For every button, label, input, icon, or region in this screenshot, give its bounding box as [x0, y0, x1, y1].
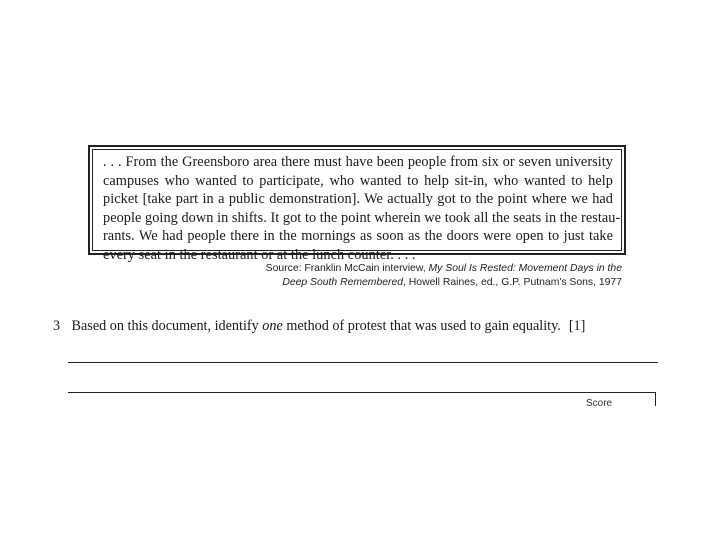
quote-line-6: every seat in the restaurant or at the lunch counter. . . . [103, 246, 416, 263]
question-emphasis: one [262, 318, 283, 334]
question-3 [53, 318, 585, 335]
source-title-part1: My Soul Is Rested: Movement Days in the [428, 263, 622, 274]
question-marks: [1] [568, 318, 586, 334]
document-quote-box [88, 145, 626, 263]
quote-line-4: people going down in shifts. It got to the point wherein we took all the seats in the restau- [103, 209, 621, 226]
question-text-before: Based on this document, identify [71, 318, 263, 334]
answer-line-1[interactable] [68, 362, 658, 363]
quote-line-1: . . . From the Greensboro area there must have been people from six or seven university [103, 154, 613, 170]
source-title-part2: Deep South Remembered [282, 277, 404, 289]
quote-line-5: rants. We had people there in the mornings as soon as the doors were open to just take [103, 228, 613, 245]
quote-line-3: picket [take part in a public demonstration]. We actually got to the point where we had [103, 191, 613, 208]
source-prefix: Source: Franklin McCain interview, [265, 263, 429, 274]
source-suffix: , Howell Raines, ed., G.P. Putnam's Sons, 1977 [403, 277, 622, 289]
quote-line-2: campuses who wanted to participate, who wanted to help sit-in, who wanted to help [103, 172, 613, 189]
score-label: Score [586, 398, 613, 409]
answer-line-2[interactable] [68, 392, 656, 393]
question-number: 3 [53, 318, 61, 334]
score-box-edge [655, 392, 656, 406]
source-citation [202, 262, 622, 290]
question-text-after: method of protest that was used to gain equality. [282, 318, 561, 334]
quote-text [92, 149, 622, 263]
